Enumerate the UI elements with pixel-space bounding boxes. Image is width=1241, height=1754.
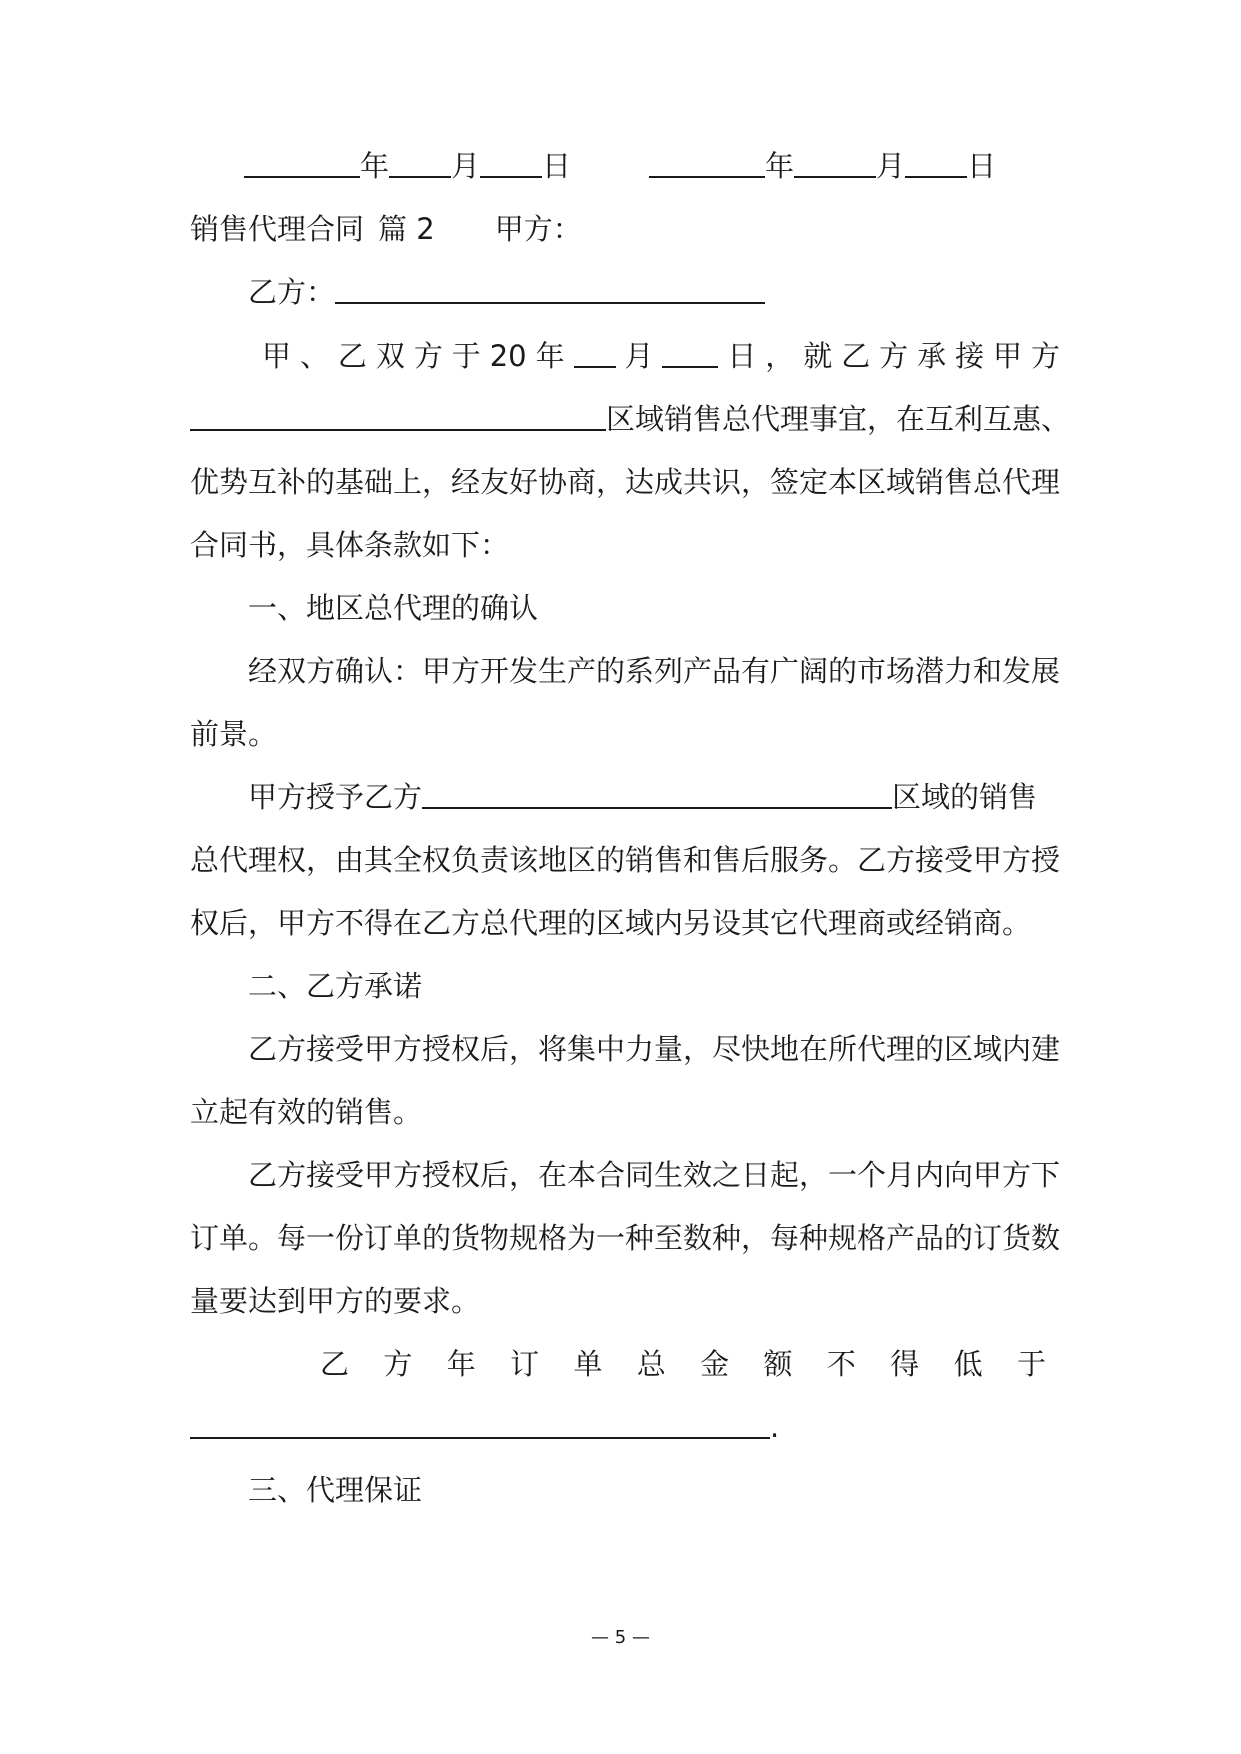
intro-char: 甲 [993, 339, 1023, 373]
intro-line-1 [262, 336, 1060, 376]
section-2-p2-line-1: 乙方接受甲方授权后，在本合同生效之日起，一个月内向甲方下 [248, 1158, 1061, 1192]
intro-line-3: 优势互补的基础上，经友好协商，达成共识，签定本区域销售总代理 [190, 465, 1061, 499]
intro-month-blank [574, 336, 616, 368]
section-2-p3-line-2 [190, 1407, 1060, 1447]
min-order-amount-blank [190, 1407, 770, 1439]
section-1-p2-line-2: 总代理权，由其全权负责该地区的销售和售后服务。乙方接受甲方授 [190, 843, 1061, 877]
min-order-char: 低 [953, 1347, 983, 1381]
intro-char: 年 [535, 339, 565, 373]
min-order-char: 于 [1016, 1347, 1046, 1381]
intro-char: ， [765, 339, 795, 373]
date-line [190, 146, 1060, 186]
day-blank-2 [905, 146, 967, 178]
min-order-char: 总 [636, 1347, 666, 1381]
min-order-period: . [770, 1410, 780, 1444]
day-label-2: 日 [967, 149, 997, 183]
grant-region-blank [422, 777, 892, 809]
intro-char: 、 [299, 339, 329, 373]
contract-heading [190, 209, 1060, 249]
section-2-p3-line-1 [320, 1344, 1046, 1384]
section-3-title: 三、代理保证 [248, 1473, 423, 1507]
intro-day-blank [662, 336, 718, 368]
party-a-label: 甲方： [494, 212, 582, 246]
min-order-char: 年 [446, 1347, 476, 1381]
section-1-title: 一、地区总代理的确认 [248, 591, 539, 625]
contract-title: 销售代理合同 [190, 212, 365, 246]
party-b-blank [335, 272, 765, 304]
section-2-title: 二、乙方承诺 [248, 969, 423, 1003]
chapter-label: 篇 2 [378, 212, 435, 246]
year-blank-1 [244, 146, 360, 178]
day-label-1: 日 [542, 149, 572, 183]
section-1-p2-line-3: 权后，甲方不得在乙方总代理的区域内另设其它代理商或经销商。 [190, 906, 1032, 940]
month-label-2: 月 [876, 149, 906, 183]
intro-char: 于 [451, 339, 481, 373]
intro-char: 方 [1030, 339, 1060, 373]
intro-char: 承 [917, 339, 947, 373]
min-order-char: 订 [510, 1347, 540, 1381]
intro-year-prefix: 20 [489, 339, 527, 373]
intro-char: 甲 [262, 339, 292, 373]
day-blank-1 [480, 146, 542, 178]
section-1-p2-line-1 [248, 777, 1060, 817]
intro-char: 月 [624, 339, 654, 373]
party-b-label: 乙方： [248, 275, 336, 309]
section-1-p1-line-1: 经双方确认：甲方开发生产的系列产品有广阔的市场潜力和发展 [248, 654, 1061, 688]
section-2-p1-line-2: 立起有效的销售。 [190, 1095, 423, 1129]
intro-line-4: 合同书，具体条款如下： [190, 528, 510, 562]
intro-char: 方 [413, 339, 443, 373]
month-label-1: 月 [451, 149, 481, 183]
intro-char: 方 [879, 339, 909, 373]
month-blank-2 [794, 146, 876, 178]
section-2-p1-line-1: 乙方接受甲方授权后，将集中力量，尽快地在所代理的区域内建 [248, 1032, 1061, 1066]
page-number: — 5 — [591, 1627, 650, 1648]
year-label-1: 年 [360, 149, 390, 183]
intro-text: 区域销售总代理事宜，在互利互惠、 [606, 402, 1071, 436]
section-2-p2-line-3: 量要达到甲方的要求。 [190, 1284, 481, 1318]
min-order-char: 得 [890, 1347, 920, 1381]
region-blank [190, 399, 606, 431]
intro-char: 日 [727, 339, 757, 373]
year-blank-2 [649, 146, 765, 178]
party-b-line [190, 272, 1060, 312]
min-order-char: 额 [763, 1347, 793, 1381]
min-order-char: 方 [383, 1347, 413, 1381]
intro-char: 乙 [841, 339, 871, 373]
min-order-char: 单 [573, 1347, 603, 1381]
intro-char: 乙 [337, 339, 367, 373]
intro-line-2 [190, 399, 1071, 439]
section-2-p2-line-2: 订单。每一份订单的货物规格为一种至数种，每种规格产品的订货数 [190, 1221, 1061, 1255]
year-label-2: 年 [765, 149, 795, 183]
min-order-char: 金 [700, 1347, 730, 1381]
section-1-p1-line-2: 前景。 [190, 717, 278, 751]
grant-text: 区域的销售 [892, 780, 1038, 814]
month-blank-1 [389, 146, 451, 178]
min-order-char: 乙 [320, 1347, 350, 1381]
intro-char: 就 [803, 339, 833, 373]
grant-text: 甲方授予乙方 [248, 780, 423, 814]
min-order-char: 不 [826, 1347, 856, 1381]
intro-char: 双 [375, 339, 405, 373]
intro-char: 接 [955, 339, 985, 373]
